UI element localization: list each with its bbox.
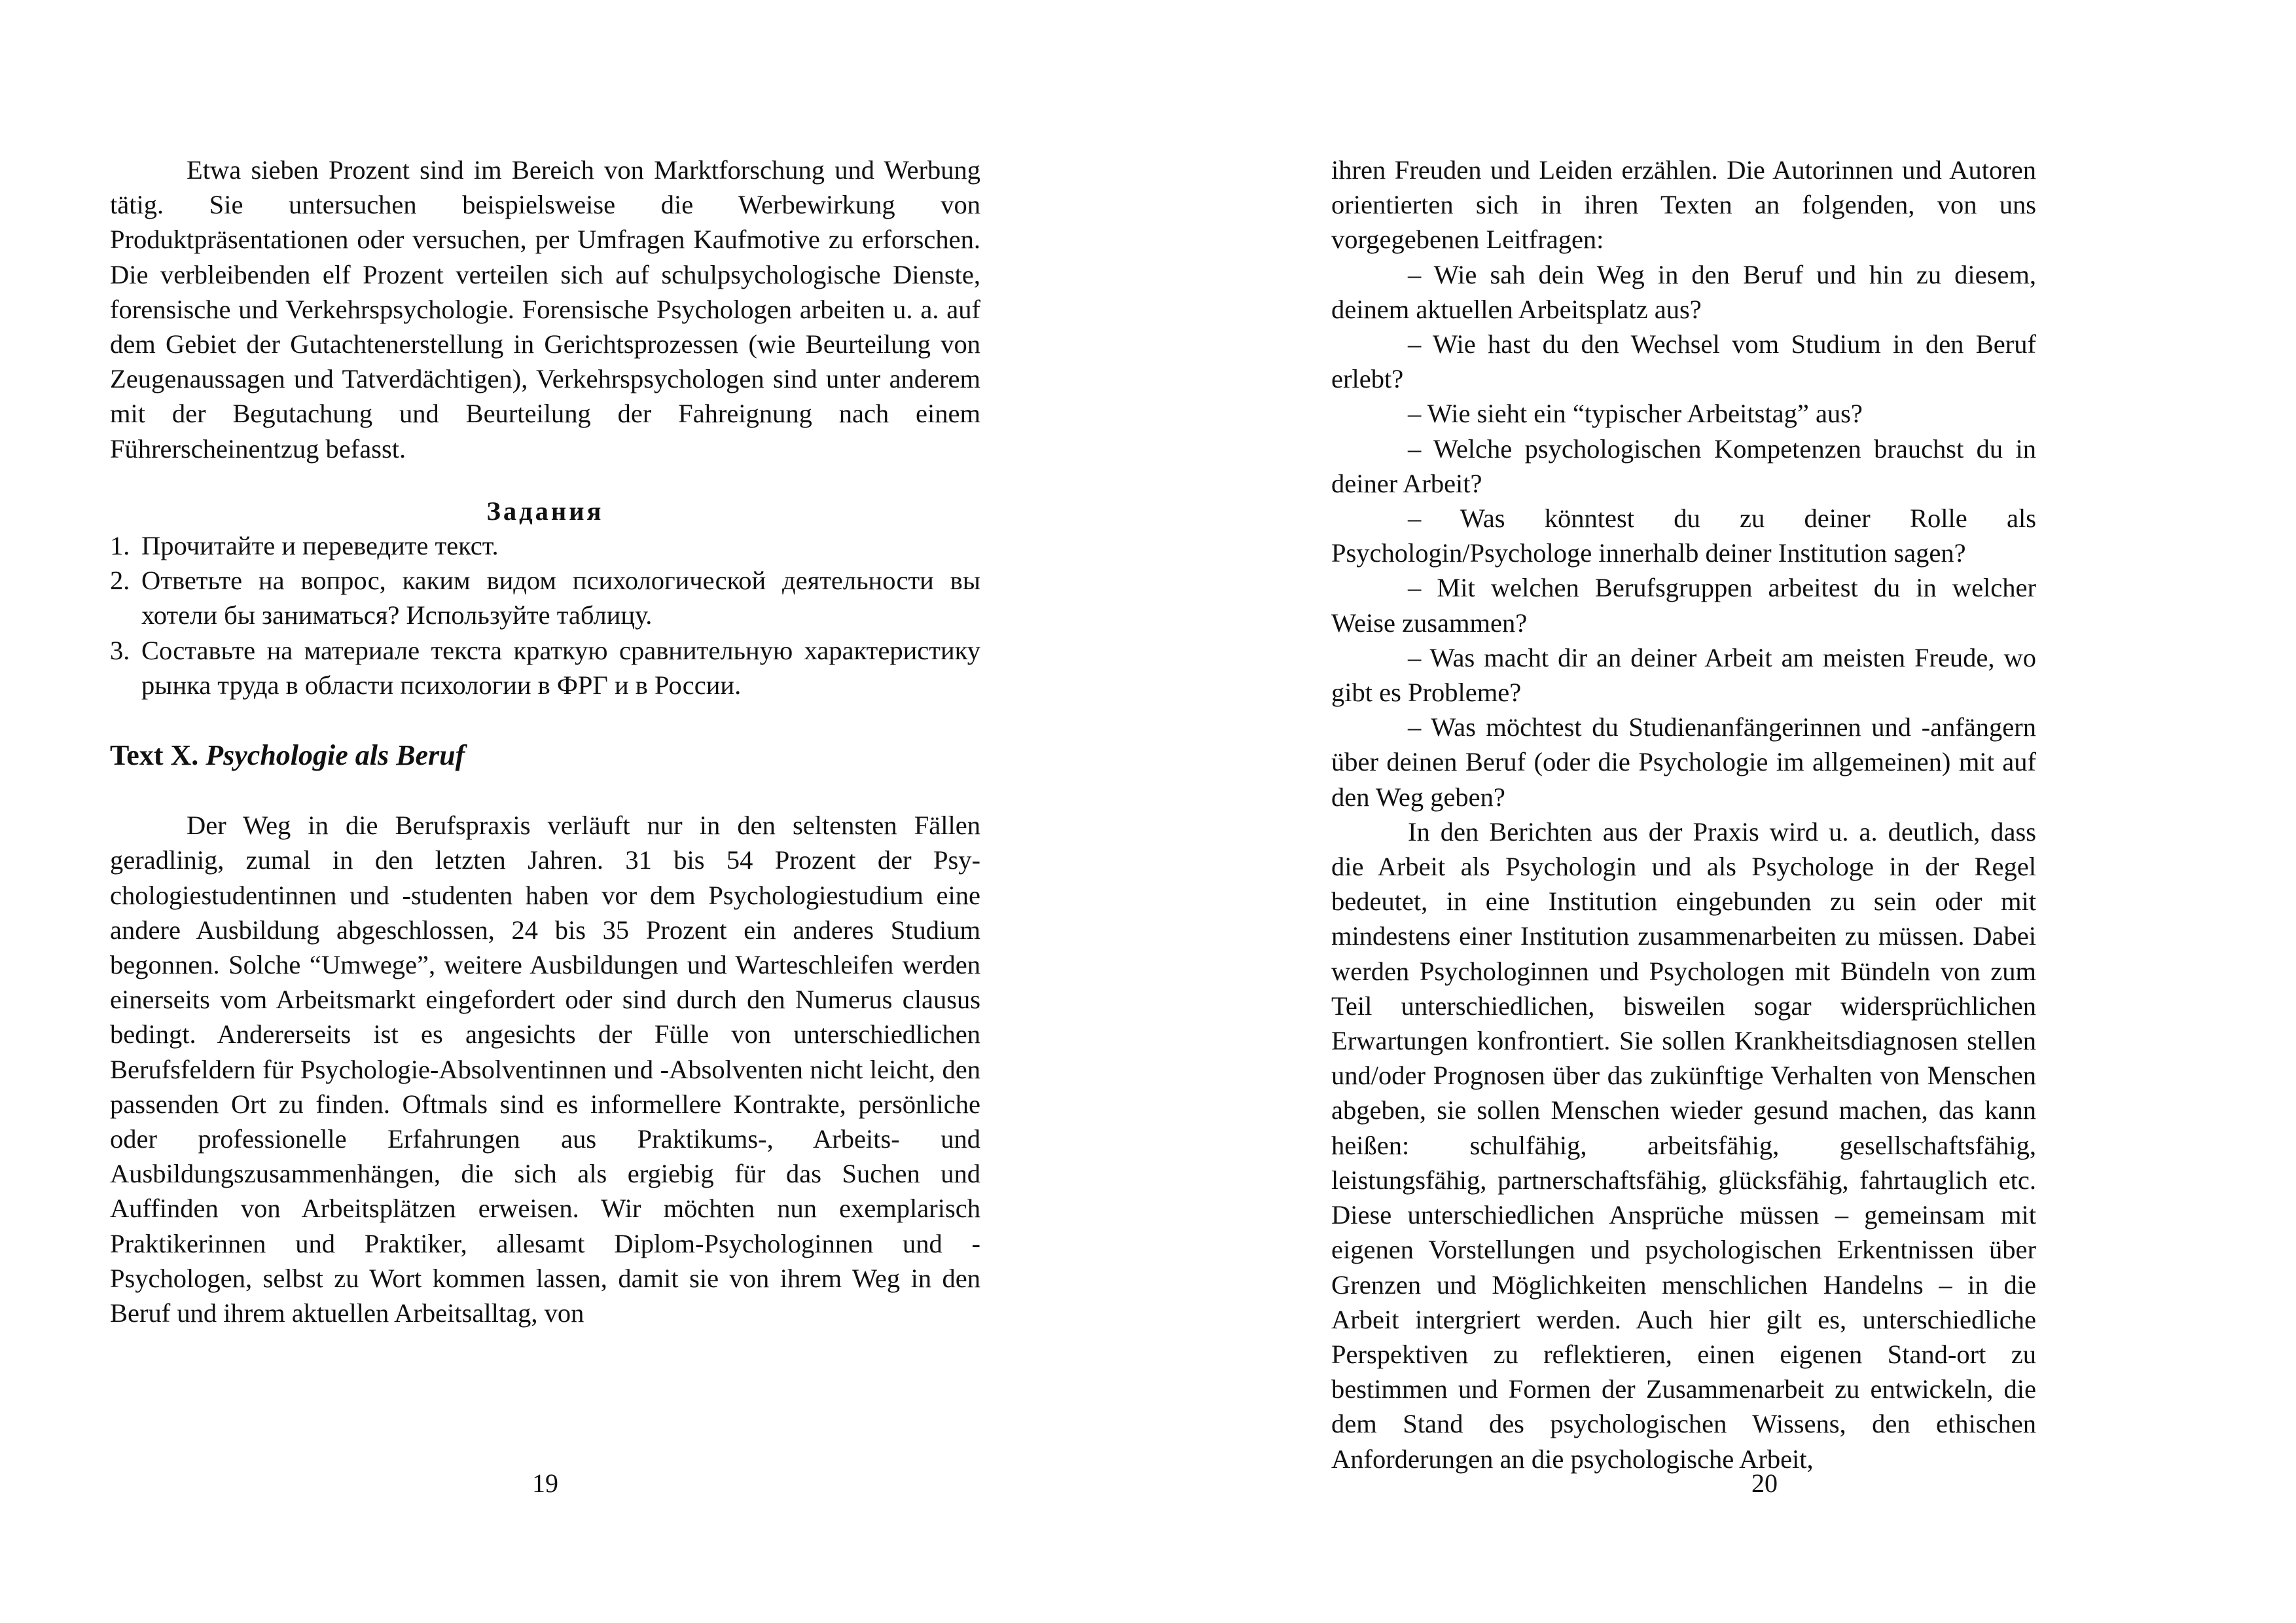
task-number: 2.: [110, 566, 130, 596]
text-heading: [110, 738, 980, 773]
guiding-question: – Mit welchen Berufsgruppen arbeitest du in welcher Weise zusammen?: [1331, 573, 2036, 638]
guiding-question: – Wie sieht ein “typischer Arbeitstag” aus?: [1408, 399, 1863, 429]
task-text: Прочитайте и переведите текст.: [141, 531, 499, 561]
page-number-right: 20: [1751, 1468, 1778, 1498]
tasks-heading: Задания: [486, 496, 604, 526]
text-heading-title: Psychologie als Beruf: [206, 739, 465, 772]
guiding-question: – Was möchtest du Studienanfängerinnen und -anfängern über deinen Beruf (oder die Psychologie im allgemeinen) mit auf den Weg geben?: [1331, 712, 2036, 812]
task-number: 3.: [110, 635, 130, 665]
tasks-list: [110, 528, 980, 702]
task-text: Ответьте на вопрос, каким видом психологической деятельности вы хотели бы заниматься? Используйте таблицу.: [141, 566, 980, 630]
guiding-question: – Wie sah dein Weg in den Beruf und hin zu diesem, deinem aktuellen Arbeitsplatz aus?: [1331, 259, 2036, 324]
body-paragraph: Der Weg in die Berufspraxis verläuft nur in den seltensten Fällen geradlinig, zumal in den letzten Jahren. 31 bis 54 Prozent der Psychologiestudentinnen und -studenten haben vor dem Psychologiestudium eine andere Ausbildung abgeschlossen, 24 bis 35 Prozent ein anderes Studium begonnen. Solche “Umwege”, weitere Ausbildungen und Warteschleifen werden einerseits vom Arbeitsmarkt eingefordert oder sind durch den Numerus clausus bedingt. Andererseits ist es angesichts der Fülle von unterschiedlichen Berufsfeldern für Psychologie-Absolventinnen und -Absolventen nicht leicht, den passenden Ort zu finden. Oftmals sind es informellere Kontrakte, persönliche oder professionelle Erfahrungen aus Praktikums-, Arbeits- und Ausbildungszusammenhängen, die sich als ergiebig für das Suchen und Auffinden von Arbeitsplätzen erweisen. Wir möchten nun exemplarisch Praktikerinnen und Praktiker, allesamt Diplom-Psychologinnen und -Psychologen, selbst zu Wort kommen lassen, damit sie von ihrem Weg in den Beruf und ihrem aktuellen Arbeitsalltag, von: [110, 811, 980, 1328]
task-item: [110, 563, 980, 632]
guiding-question: – Was macht dir an deiner Arbeit am meisten Freude, wo gibt es Probleme?: [1331, 642, 2036, 708]
opening-paragraph: ihren Freuden und Leiden erzählen. Die Autorinnen und Autoren orientierten sich in ihren Texten an folgenden, von uns vorgegebenen Leitfragen:: [1331, 155, 2036, 255]
guiding-question: – Wie hast du den Wechsel vom Studium in den Beruf erlebt?: [1331, 329, 2036, 394]
intro-paragraph: Etwa sieben Prozent sind im Bereich von Marktforschung und Werbung tätig. Sie untersuchen beispielsweise die Werbewirkung von Produktpräsentationen oder versuchen, per Umfragen Kaufmotive zu erforschen. Die verbleibenden elf Prozent verteilen sich auf schulpsychologische Dienste, forensische und Verkehrspsychologie. Forensische Psychologen arbeiten u. a. auf dem Gebiet der Gutachtenerstellung in Gerichtsprozessen (wie Beurteilung von Zeugenaussagen und Tatverdächtigen), Verkehrspsychologen sind unter anderem mit der Begutachung und Beurteilung der Fahreignung nach einem Führerscheinentzug befasst.: [110, 155, 980, 464]
guiding-question: – Welche psychologischen Kompetenzen brauchst du in deiner Arbeit?: [1331, 433, 2036, 498]
text-heading-prefix: Text X.: [110, 739, 199, 772]
task-text: Составьте на материале текста краткую сравнительную характеристику рынка труда в области психологии в ФРГ и в России.: [141, 635, 980, 700]
guiding-question: – Was könntest du zu deiner Rolle als Psychologin/Psychologe innerhalb deiner Institution sagen?: [1331, 503, 2036, 568]
task-number: 1.: [110, 531, 130, 561]
right-page-text-column: [1331, 153, 2036, 1476]
closing-paragraph: In den Berichten aus der Praxis wird u. a. deutlich, dass die Arbeit als Psychologin und als Psychologe in der Regel bedeutet, in eine Institution eingebunden zu sein oder mit mindestens einer Institution zusammenarbeiten zu müssen. Dabei werden Psychologinnen und Psychologen mit Bündeln von zum Teil unterschiedlichen, bisweilen sogar widersprüchlichen Erwartungen konfrontiert. Sie sollen Krankheitsdiagnosen stellen und/oder Prognosen über das zukünftige Verhalten von Menschen abgeben, sie sollen Menschen wieder gesund machen, das kann heißen: schulfähig, arbeitsfähig, gesellschaftsfähig, leistungsfähig, partnerschaftsfähig, glücksfähig, fahrtauglich etc. Diese unterschiedlichen Ansprüche müssen – gemeinsam mit eigenen Vorstellungen und psychologischen Erkentnissen über Grenzen und Möglichkeiten menschlichen Handelns – in die Arbeit intergriert werden. Auch hier gilt es, unterschiedliche Perspektiven zu reflektieren, einen eigenen Stand-ort zu bestimmen und Formen der Zusammenarbeit zu entwickeln, die dem Stand des psychologischen Wissens, den ethischen Anforderungen an die psychologische Arbeit,: [1331, 816, 2036, 1474]
task-item: [110, 528, 980, 563]
task-item: [110, 633, 980, 702]
right-page: [1148, 0, 2296, 1623]
left-page-text-column: [110, 153, 980, 1330]
page-number-left: 19: [532, 1468, 558, 1498]
